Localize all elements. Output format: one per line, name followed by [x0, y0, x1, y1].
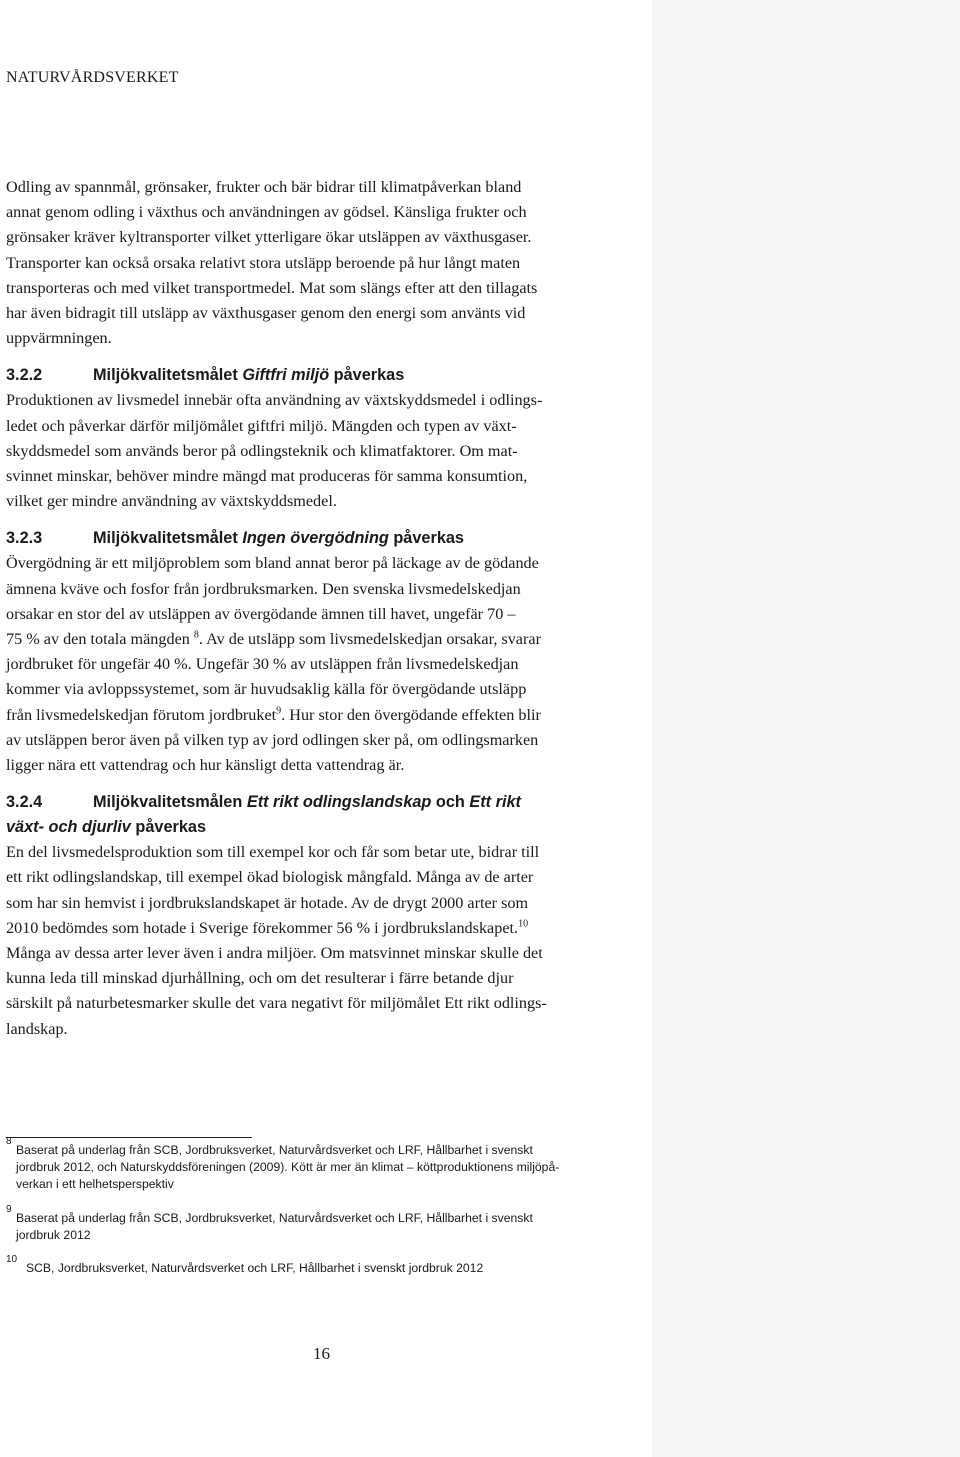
text-line: transporteras och med vilket transportmedel. Mat som slängs efter att den tillagats — [6, 278, 538, 297]
section-number: 3.2.3 — [6, 529, 43, 548]
text-line: som har sin hemvist i jordbrukslandskapet är hotade. Av de drygt 2000 arter som — [6, 893, 529, 912]
text-line: vilket ger mindre användning av växtskyddsmedel. — [6, 492, 337, 511]
text-line: från livsmedelskedjan förutom jordbruket$^9$. Hur stor den övergödande effekten blir — [6, 705, 541, 724]
text-line: En del livsmedelsproduktion som till exempel kor och får som betar ute, bidrar till — [6, 843, 540, 862]
footnote-ref[interactable]: 9 — [276, 705, 282, 717]
text-line: orsakar en stor del av utsläppen av övergödande ämnen till havet, ungefär 70 – — [6, 604, 516, 623]
footnote-mark: 9 — [6, 1204, 12, 1216]
section-paragraph — [6, 840, 646, 1042]
text-line: Transporter kan också orsaka relativt stora utsläpp beroende på hur långt maten — [6, 253, 521, 272]
text-line: svinnet minskar, behöver mindre mängd mat produceras för samma konsumtion, — [6, 467, 528, 486]
comment-margin — [652, 0, 960, 1457]
text-line: ledet och påverkar därför miljömålet giftfri miljö. Mängden och typen av växt- — [6, 416, 517, 435]
text-line: kommer via avloppssystemet, som är huvudsaklig källa för övergödande utsläpp — [6, 680, 527, 699]
section-heading-3-2-3: 3.2.3 Miljökvalitetsmålet Ingen övergödning påverkas — [6, 526, 646, 551]
text-line: Övergödning är ett miljöproblem som bland annat beror på läckage av de gödande — [6, 554, 539, 573]
footnote-mark: 8 — [6, 1136, 12, 1147]
section-heading-3-2-4-cont: växt- och djurliv påverkas — [6, 818, 206, 837]
text-line: har även bidragit till utsläpp av växthusgaser genom den energi som använts vid — [6, 304, 526, 323]
running-header: NATURVÅRDSVERKET — [6, 69, 179, 86]
text-line: jordbruket för ungefär 40 %. Ungefär 30 % av utsläppen från livsmedelskedjan — [6, 655, 519, 674]
text-line: av utsläppen beror även på vilken typ av jord odlingen sker på, om odlingsmarken — [6, 730, 539, 749]
text-line: Produktionen av livsmedel innebär ofta användning av växtskyddsmedel i odlings- — [6, 391, 543, 410]
section-number: 3.2.4 — [6, 793, 43, 812]
footnote-ref[interactable]: 10 — [518, 918, 529, 930]
text-line: ligger nära ett vattendrag och hur känsligt detta vattendrag är. — [6, 756, 405, 775]
text-line: ämnena kväve och fosfor från jordbruksmarken. Den svenska livsmedelskedjan — [6, 579, 521, 598]
footnote-10: 10 SCB, Jordbruksverket, Naturvårdsverket och LRF, Hållbarhet i svenskt jordbruk 2012 — [6, 1253, 484, 1275]
intro-paragraph — [6, 175, 646, 351]
footnote-9: 9 Baserat på underlag från SCB, Jordbruksverket, Naturvårdsverket och LRF, Hållbarhet i svenskt jordbruk 2012 — [6, 1204, 533, 1243]
text-line: Odling av spannmål, grönsaker, frukter och bär bidrar till klimatpåverkan bland — [6, 178, 522, 196]
text-line: 75 % av den totala mängden $^8$. Av de utsläpp som livsmedelskedjan orsakar, svarar — [6, 629, 541, 649]
text-line: ett rikt odlingslandskap, till exempel ökad biologisk mångfald. Många av de arter — [6, 868, 534, 887]
footnote-mark: 10 — [6, 1253, 18, 1265]
text-line: Många av dessa arter lever även i andra miljöer. Om matsvinnet minskar skulle det — [6, 944, 543, 963]
footnote-8: 8 Baserat på underlag från SCB, Jordbruksverket, Naturvårdsverket och LRF, Hållbarhet i svenskt jordbruk 2012, och Naturskyddsföreningen (2009). Kött är mer än klimat – köttproduktionens miljöpå- verkan i ett helhetsperspektiv — [6, 1136, 560, 1191]
text-line: kunna leda till minskad djurhållning, och om det resulterar i färre betande djur — [6, 969, 514, 988]
footnotes — [6, 1136, 646, 1277]
text-line: annat genom odling i växthus och användningen av gödsel. Känsliga frukter och — [6, 203, 527, 222]
section-paragraph — [6, 388, 646, 514]
text-line: 2010 bedömdes som hotade i Sverige förekommer 56 % i jordbrukslandskapet.$^{10}$ — [6, 918, 529, 937]
section-number: 3.2.2 — [6, 366, 43, 385]
footnote-ref[interactable]: 8 — [193, 629, 199, 641]
footnote-separator — [6, 1137, 252, 1138]
section-heading-3-2-4: 3.2.4 Miljökvalitetsmålen Ett rikt odlingslandskap och Ett rikt — [6, 790, 646, 815]
section-heading-3-2-2: 3.2.2 Miljökvalitetsmålet Giftfri miljö påverkas — [6, 363, 646, 388]
page-number: 16 — [313, 1344, 330, 1363]
text-line: uppvärmningen. — [6, 329, 112, 348]
section-paragraph — [6, 551, 646, 778]
main-text — [6, 175, 646, 1042]
text-line: skyddsmedel som används beror på odlingsteknik och klimatfaktorer. Om mat- — [6, 441, 518, 460]
text-line: särskilt på naturbetesmarker skulle det vara negativt för miljömålet Ett rikt odlings- — [6, 994, 547, 1013]
text-line: grönsaker kräver kyltransporter vilket ytterligare ökar utsläppen av växthusgaser. — [6, 228, 532, 247]
text-line: landskap. — [6, 1019, 68, 1038]
